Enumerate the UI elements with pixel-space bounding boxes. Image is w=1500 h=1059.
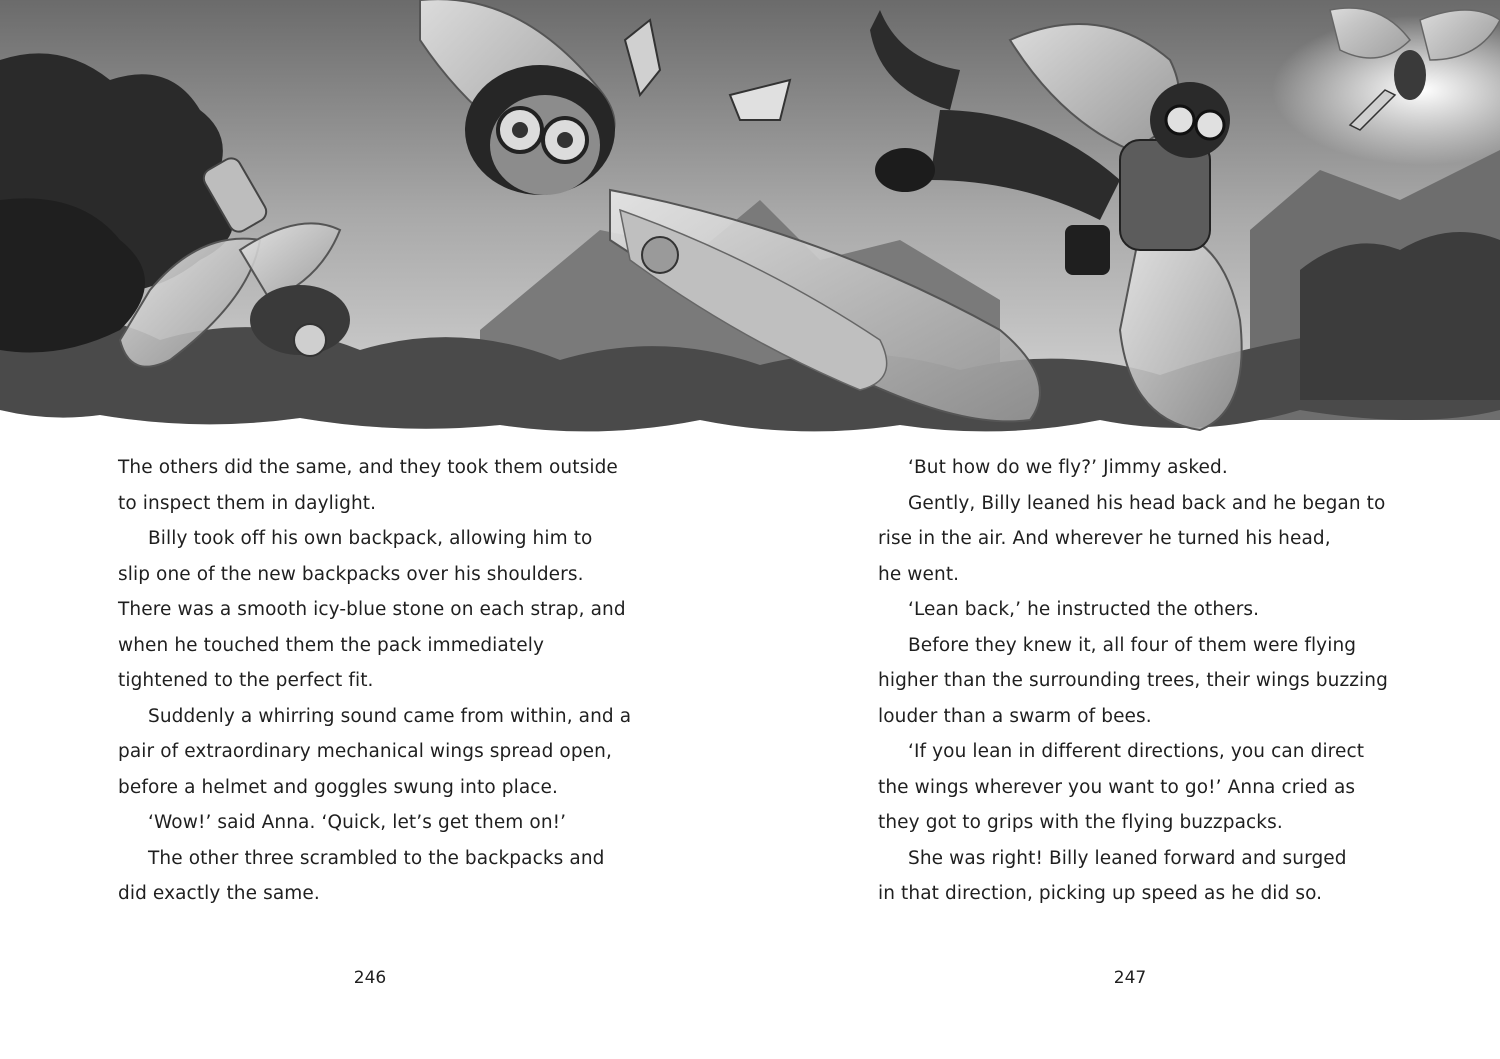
text-line: they got to grips with the flying buzzpacks. [878,812,1283,833]
text-line: did exactly the same. [118,883,320,904]
page-number-right: 247 [1113,968,1147,988]
text-line: pair of extraordinary mechanical wings spread open, [118,741,612,762]
text-line: She was right! Billy leaned forward and surged [908,847,1347,869]
text-line: There was a smooth icy-blue stone on each strap, and [118,599,626,620]
page-number-left: 246 [353,968,387,988]
text-line: ‘If you lean in different directions, you can direct [908,741,1365,762]
text-line: when he touched them the pack immediately [118,634,544,656]
text-line: Billy took off his own backpack, allowing him to [148,528,593,549]
text-line: louder than a swarm of bees. [878,705,1152,727]
text-line: ‘Lean back,’ he instructed the others. [908,599,1260,620]
flying-children-illustration [0,0,1500,440]
text-line: higher than the surrounding trees, their wings buzzing [878,670,1388,691]
text-line: Suddenly a whirring sound came from within, and a [148,705,632,727]
text-line: rise in the air. And wherever he turned his head, [878,528,1331,549]
text-line: Before they knew it, all four of them were flying [908,634,1357,656]
text-line: slip one of the new backpacks over his shoulders. [118,563,584,585]
text-line: in that direction, picking up speed as he did so. [878,883,1323,904]
text-line: ‘Wow!’ said Anna. ‘Quick, let’s get them on!’ [148,812,567,833]
text-line: to inspect them in daylight. [118,492,377,514]
text-line: Gently, Billy leaned his head back and he began to [908,492,1386,514]
text-line: The other three scrambled to the backpacks and [148,847,605,869]
right-page-text [878,450,1398,912]
text-line: before a helmet and goggles swung into place. [118,776,559,798]
illustration-svg [0,0,1500,440]
text-line: tightened to the perfect fit. [118,670,374,691]
text-line: The others did the same, and they took them outside [118,457,618,478]
text-line: he went. [878,563,960,585]
left-page-text [118,450,638,912]
text-line: ‘But how do we fly?’ Jimmy asked. [908,457,1228,478]
text-line: the wings wherever you want to go!’ Anna cried as [878,776,1356,798]
